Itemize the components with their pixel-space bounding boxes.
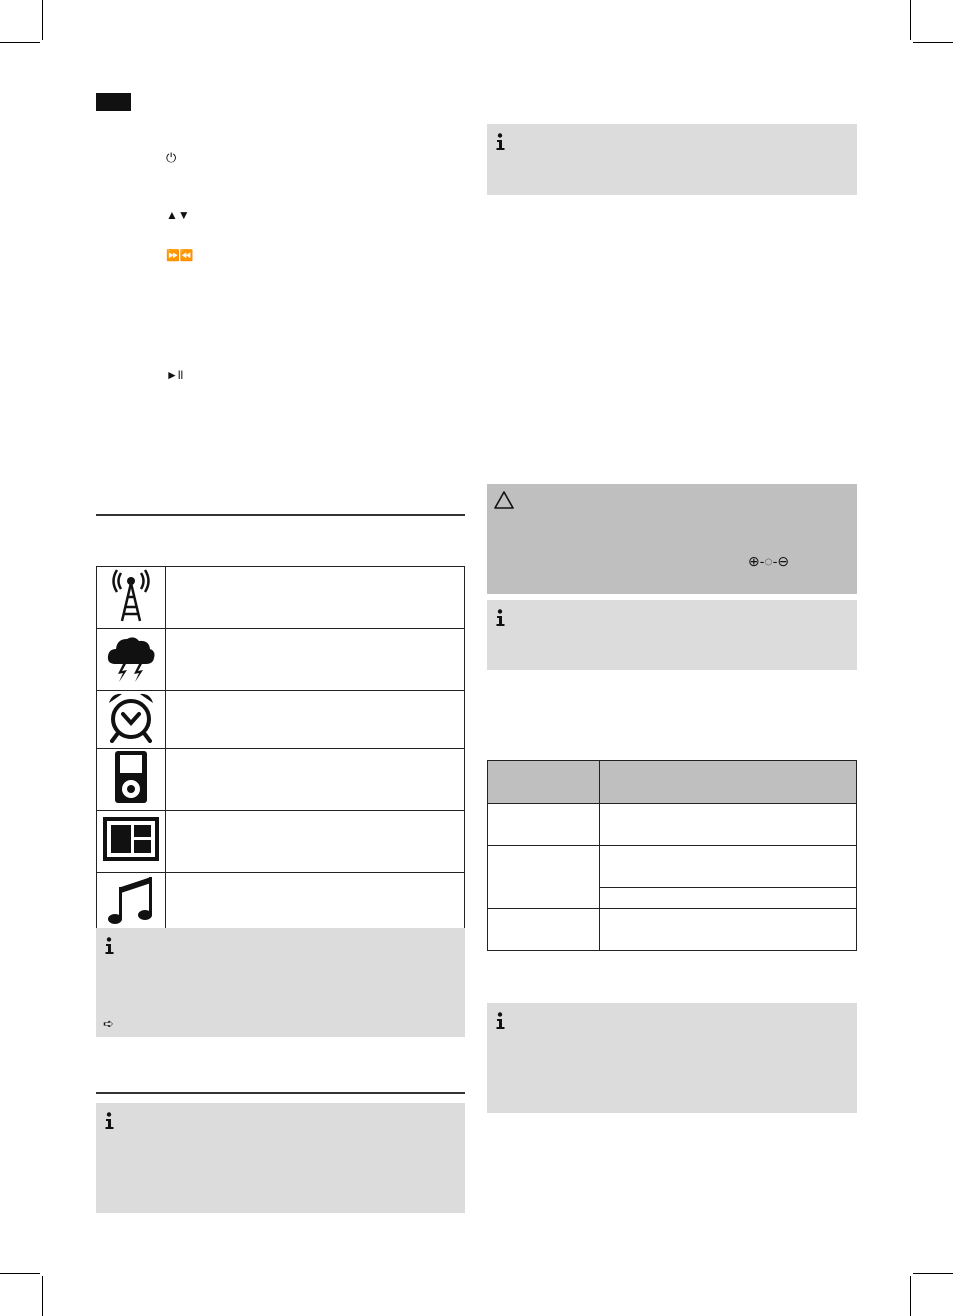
language-tab [96, 93, 131, 111]
table-row [488, 804, 857, 846]
warning-note [487, 484, 857, 594]
table-row [97, 691, 465, 749]
table-header-cell [600, 761, 857, 804]
display-icon-table [96, 566, 465, 933]
table-row [97, 567, 465, 629]
warning-triangle-icon [493, 490, 515, 510]
table-row [97, 629, 465, 691]
table-cell [488, 909, 600, 951]
crop-mark [42, 1276, 43, 1316]
crop-mark [913, 42, 953, 43]
table-cell [488, 846, 600, 909]
crop-mark [42, 0, 43, 40]
music-note-icon [106, 873, 156, 927]
table-row [488, 846, 857, 888]
slideshow-frame-icon [103, 817, 159, 861]
crop-mark [910, 1276, 911, 1316]
dc-polarity-symbol: ⊕-◌-⊖ [748, 553, 790, 569]
info-icon [495, 133, 507, 151]
table-cell [600, 888, 857, 909]
crop-mark [0, 42, 40, 43]
info-icon [104, 937, 116, 955]
play-pause-symbol: ►ll [166, 368, 184, 382]
table-row [97, 873, 465, 933]
info-icon [495, 609, 507, 627]
section-rule [96, 514, 465, 516]
crop-mark [0, 1273, 40, 1274]
info-note [96, 928, 465, 1037]
arrow-icon: ➪ [103, 1016, 114, 1031]
info-note [487, 124, 857, 195]
table-header-row [488, 761, 857, 804]
crop-mark [913, 1273, 953, 1274]
table-cell [600, 804, 857, 846]
table-cell [600, 909, 857, 951]
alarm-clock-icon [106, 691, 156, 743]
info-note [487, 1003, 857, 1113]
info-note [487, 600, 857, 670]
info-icon [104, 1112, 116, 1130]
thunderstorm-cloud-icon [105, 630, 157, 684]
crop-mark [910, 0, 911, 40]
table-cell [600, 846, 857, 888]
table-cell [488, 804, 600, 846]
table-row [488, 909, 857, 951]
tune-symbol: ▲▼ [166, 208, 190, 222]
skip-symbol: ⏩⏪ [166, 250, 194, 262]
info-note [96, 1103, 465, 1213]
antenna-tower-icon [106, 567, 156, 623]
table-row [97, 749, 465, 811]
mp3-player-icon [113, 749, 149, 805]
table-header-cell [488, 761, 600, 804]
section-rule [96, 1092, 465, 1094]
power-symbol: ⏻ [166, 150, 177, 165]
table-row [97, 811, 465, 873]
info-icon [495, 1012, 507, 1030]
power-table [487, 760, 857, 951]
